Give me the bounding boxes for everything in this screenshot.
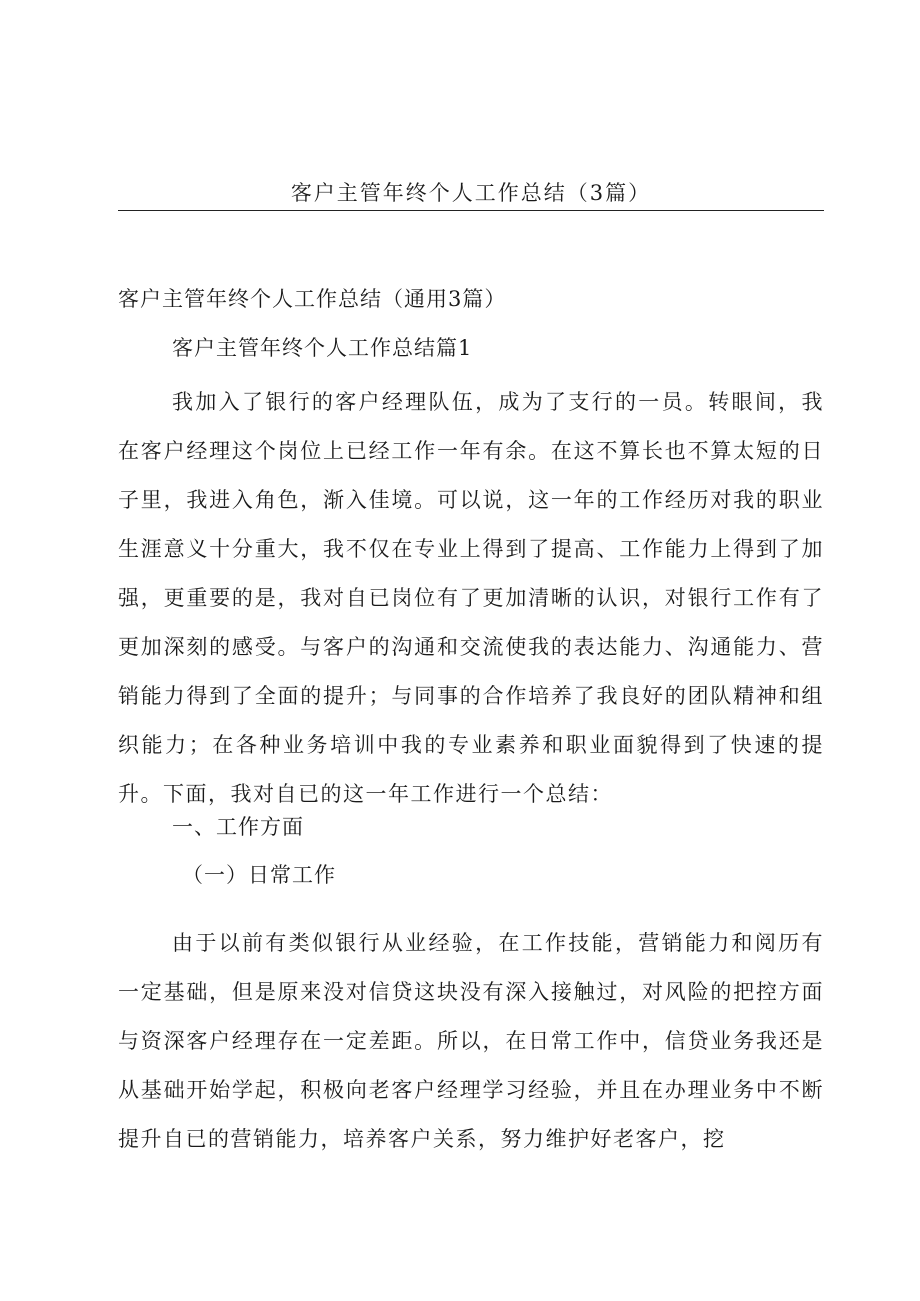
document-title: 客户主管年终个人工作总结（通用3篇） — [118, 287, 507, 311]
subheading-daily-work: （一）日常工作 — [182, 863, 336, 887]
body-paragraph-2: 由于以前有类似银行从业经验，在工作技能，营销能力和阅历有一定基础，但是原来没对信贷这块没有深入接触过，对风险的把控方面与资深客户经理存在一定差距。所以，在日常工作中，信贷业务我还是从基础开始学起，积极向老客户经理学习经验，并且在办理业务中不断提升自已的营销能力，培养客户关系，努力维护好老客户，挖 — [118, 931, 824, 1151]
header-divider — [118, 210, 824, 211]
body-paragraph-1: 我加入了银行的客户经理队伍，成为了支行的一员。转眼间，我在客户经理这个岗位上已经工作一年有余。在这不算长也不算太短的日子里，我进入角色，渐入佳境。可以说，这一年的工作经历对我的职业生涯意义十分重大，我不仅在专业上得到了提高、工作能力上得到了加强，更重要的是，我对自已岗位有了更加清晰的认识，对银行工作有了更加深刻的感受。与客户的沟通和交流使我的表达能力、沟通能力、营销能力得到了全面的提升；与同事的合作培养了我良好的团队精神和组织能力；在各种业务培训中我的专业素养和职业面貌得到了快速的提升。下面，我对自已的这一年工作进行一个总结： — [118, 390, 824, 806]
header-title: 客户主管年终个人工作总结（3篇） — [290, 181, 652, 205]
section-heading: 客户主管年终个人工作总结篇1 — [172, 336, 473, 360]
subheading-work-aspect: 一、工作方面 — [172, 815, 304, 839]
